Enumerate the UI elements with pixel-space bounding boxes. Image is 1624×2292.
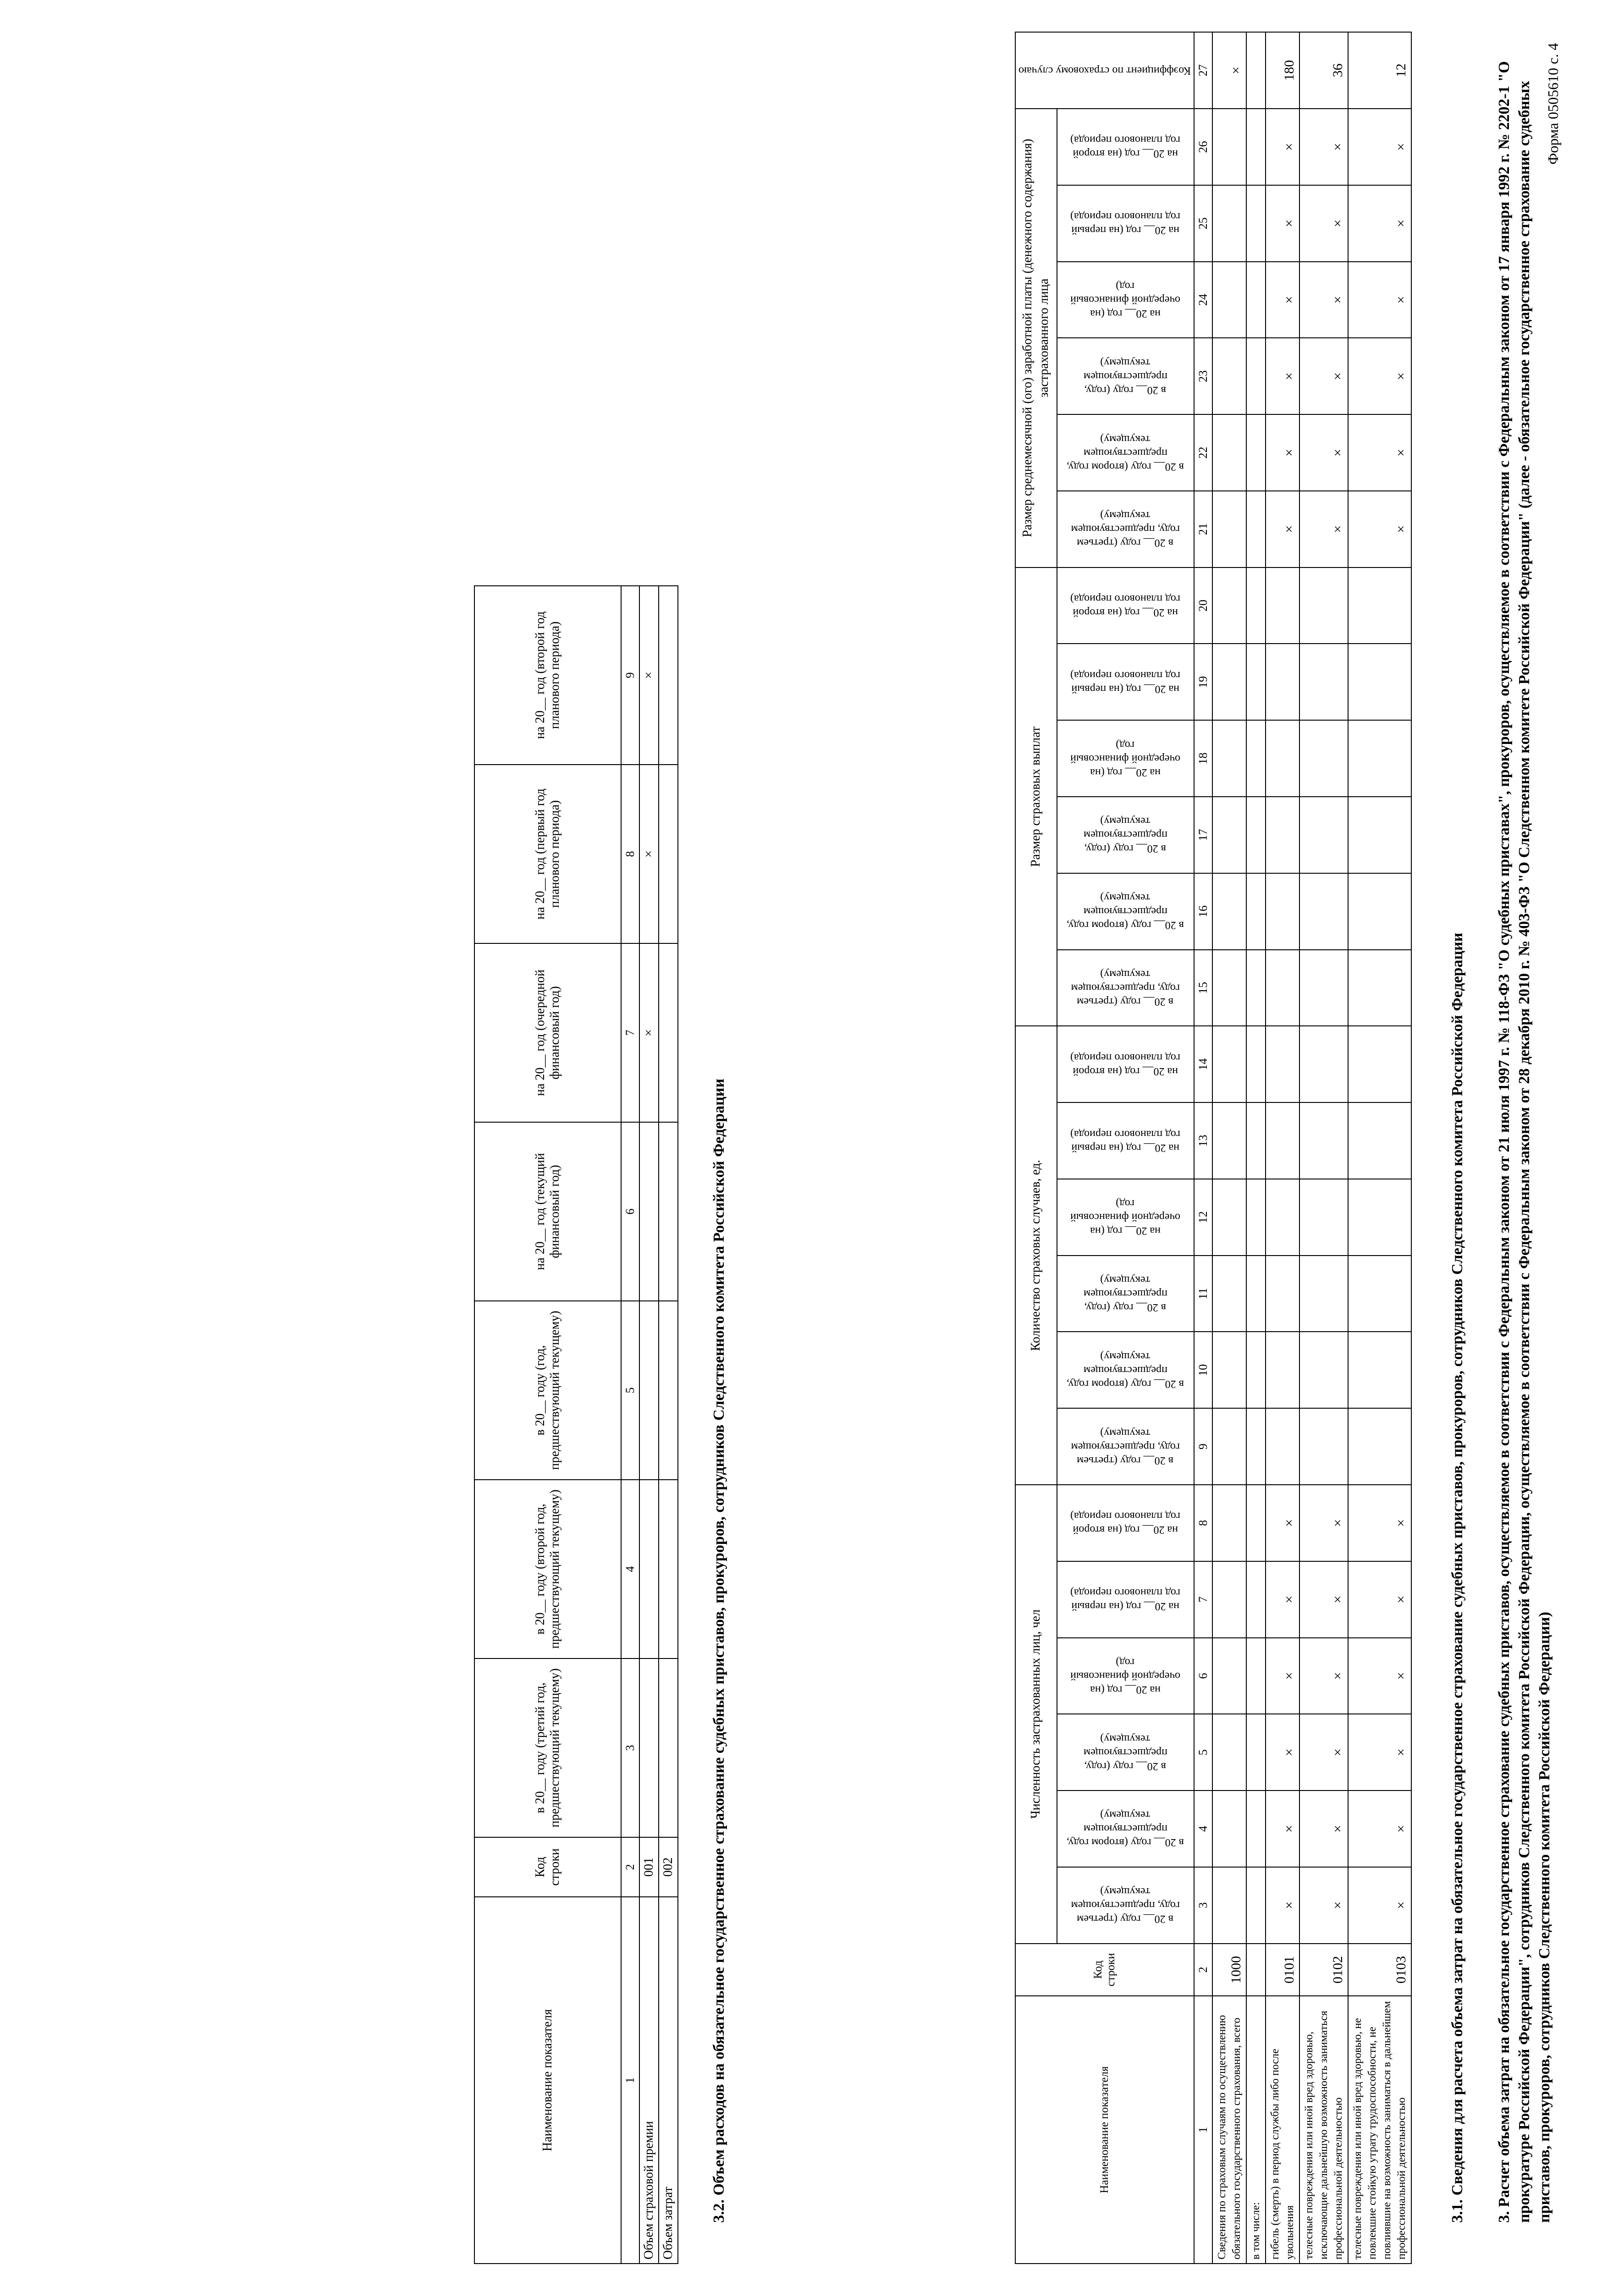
table1-period-header-text: в 20__ году (третьем году, предшествующем текущему) xyxy=(1071,509,1180,549)
table1-period-header-text: на 20__ год (на очередной финансовый год) xyxy=(1070,1197,1181,1237)
table1-row-code: 1000 xyxy=(1212,1944,1246,1996)
table1-period-header xyxy=(1057,950,1194,1026)
table1-cell[interactable] xyxy=(1266,873,1299,950)
table1-cell[interactable] xyxy=(1299,873,1348,950)
table1-cell[interactable] xyxy=(1348,1256,1411,1332)
table1-cell[interactable] xyxy=(1348,950,1411,1026)
table1-column-number: 20 xyxy=(1194,567,1212,644)
table1-period-header xyxy=(1057,1026,1194,1102)
table1-code-header: Код строки xyxy=(1015,1944,1194,1996)
table1-cell[interactable] xyxy=(1212,1561,1246,1638)
table1-cell[interactable] xyxy=(1212,797,1246,873)
table1-period-header xyxy=(1057,797,1194,873)
table2-column-header: на 20__ год (второй год планового периода) xyxy=(474,586,621,765)
table1-cell[interactable] xyxy=(1212,1714,1246,1791)
table2-cell[interactable] xyxy=(659,586,678,765)
table1-period-header-row xyxy=(1057,32,1194,2264)
table1-cell[interactable] xyxy=(1246,185,1266,262)
table1-cell[interactable]: × xyxy=(1348,414,1411,491)
table1-cell[interactable] xyxy=(1348,1408,1411,1485)
table1-cell[interactable]: × xyxy=(1299,1638,1348,1714)
table1-column-number: 1 xyxy=(1194,1996,1212,2264)
table1-cell[interactable] xyxy=(1212,1867,1246,1944)
table1-cell[interactable] xyxy=(1246,1408,1266,1485)
table1-column-number: 12 xyxy=(1194,1179,1212,1256)
table1-cell[interactable]: × xyxy=(1348,1638,1411,1714)
table1-column-number: 8 xyxy=(1194,1485,1212,1561)
table1-cell[interactable] xyxy=(1348,1026,1411,1102)
table2-row-name: Объем страховой премии xyxy=(639,1897,659,2264)
table-row xyxy=(1246,32,1266,2264)
table1-cell[interactable] xyxy=(1212,1791,1246,1867)
table1-period-header-text: на 20__ год (на первый год планового периода) xyxy=(1070,210,1181,237)
table1-cell[interactable]: × xyxy=(1266,1638,1299,1714)
table1-cell[interactable] xyxy=(1266,567,1299,644)
table1-column-number: 22 xyxy=(1194,414,1212,491)
table1-cell[interactable] xyxy=(1212,1179,1246,1256)
table1-period-header-text: в 20__ году (третьем году, предшествующем текущему) xyxy=(1071,1427,1180,1466)
table1-group-payments: Размер страховых выплат xyxy=(1015,567,1057,1026)
table1-column-numbers-row xyxy=(1194,32,1212,2264)
table1-cell[interactable] xyxy=(1212,1408,1246,1485)
table1-cell[interactable] xyxy=(1299,720,1348,797)
table1-period-header xyxy=(1057,262,1194,338)
table1-cell[interactable]: 12 xyxy=(1348,32,1411,109)
table2-cell[interactable] xyxy=(639,1658,659,1837)
table1-cell[interactable] xyxy=(1348,567,1411,644)
table1-cell[interactable] xyxy=(1348,1332,1411,1408)
table1-period-header xyxy=(1057,185,1194,262)
table2-code-header: Код строки xyxy=(474,1837,621,1897)
table1-row-code: 0103 xyxy=(1348,1944,1411,1996)
table1-cell[interactable] xyxy=(1348,1179,1411,1256)
table1-cell[interactable]: × xyxy=(1299,109,1348,185)
table1-period-header xyxy=(1057,1791,1194,1867)
table1-period-header-text: на 20__ год (на второй год планового периода) xyxy=(1070,1510,1181,1536)
table1-period-header-text: на 20__ год (на первый год планового периода) xyxy=(1070,669,1181,695)
table2-cell[interactable]: × xyxy=(639,765,659,943)
table1-period-header-text: в 20__ году (году, предшествующем текущему) xyxy=(1083,1274,1167,1314)
table1-column-number: 9 xyxy=(1194,1408,1212,1485)
table1-cell[interactable]: × xyxy=(1348,1791,1411,1867)
table1-cell[interactable]: × xyxy=(1299,1867,1348,1944)
table1-row-name: в том числе: xyxy=(1246,1996,1266,2264)
table2-column-header: на 20__ год (первый год планового периода) xyxy=(474,765,621,943)
table1-cell[interactable] xyxy=(1246,32,1266,109)
table1-column-number: 3 xyxy=(1194,1867,1212,1944)
table2-cell[interactable] xyxy=(659,1480,678,1658)
table1-period-header-text: в 20__ году (году, предшествующем текущему) xyxy=(1083,815,1167,855)
table1-cell[interactable] xyxy=(1266,1179,1299,1256)
table1-period-header xyxy=(1057,1408,1194,1485)
table1-cell[interactable] xyxy=(1246,1026,1266,1102)
table1-cell[interactable]: × xyxy=(1299,414,1348,491)
section-3-2-title: 3.2. Объем расходов на обязательное государственное страхование судебных приставов, прокуроров, сотрудников Следственного комитета Российской Федерации xyxy=(710,1079,727,2223)
table1-cell[interactable] xyxy=(1212,567,1246,644)
table1-column-number: 26 xyxy=(1194,109,1212,185)
table1-period-header xyxy=(1057,338,1194,414)
table1-period-header-text: в 20__ году (третьем году, предшествующем текущему) xyxy=(1071,968,1180,1008)
table1-cell[interactable] xyxy=(1246,873,1266,950)
table1-column-number: 13 xyxy=(1194,1102,1212,1179)
table1-period-header xyxy=(1057,1102,1194,1179)
table1-cell[interactable] xyxy=(1348,797,1411,873)
table1-cell[interactable] xyxy=(1246,1714,1266,1791)
table-row xyxy=(639,586,659,2264)
table1-column-number: 15 xyxy=(1194,950,1212,1026)
table1-period-header xyxy=(1057,414,1194,491)
table2-column-header: на 20__ год (очередной финансовый год) xyxy=(474,943,621,1122)
table1-cell[interactable]: × xyxy=(1299,262,1348,338)
table1-period-header xyxy=(1057,644,1194,720)
table1-column-number: 19 xyxy=(1194,644,1212,720)
table1-cell[interactable] xyxy=(1348,873,1411,950)
table1-cell[interactable] xyxy=(1212,873,1246,950)
table1-cell[interactable] xyxy=(1212,109,1246,185)
table2-column-header: на 20__ год (текущий финансовый год) xyxy=(474,1122,621,1301)
table1-column-number: 23 xyxy=(1194,338,1212,414)
table1-coef-header xyxy=(1015,32,1194,109)
table1-cell[interactable]: × xyxy=(1212,32,1246,109)
table1-period-header xyxy=(1057,1332,1194,1408)
table2-column-number: 3 xyxy=(621,1658,639,1837)
table2-body xyxy=(639,586,678,2264)
table1-body xyxy=(1212,32,1411,2264)
table1-period-header-text: на 20__ год (на второй год планового периода) xyxy=(1070,134,1181,160)
table1-cell[interactable] xyxy=(1212,720,1246,797)
table1-cell[interactable] xyxy=(1212,1638,1246,1714)
table-row xyxy=(1212,32,1246,2264)
table2-cell[interactable] xyxy=(659,1658,678,1837)
table1-cell[interactable] xyxy=(1299,1102,1348,1179)
table1-column-number: 6 xyxy=(1194,1638,1212,1714)
table1-cell[interactable] xyxy=(1246,414,1266,491)
table2-column-number: 9 xyxy=(621,586,639,765)
table-row xyxy=(1266,32,1299,2264)
table1-cell[interactable] xyxy=(1299,950,1348,1026)
table1-period-header-text: в 20__ году (втором году, предшествующем текущему) xyxy=(1067,1809,1184,1849)
table1-cell[interactable] xyxy=(1299,1026,1348,1102)
table1-column-number: 14 xyxy=(1194,1026,1212,1102)
table1-cell[interactable]: × xyxy=(1348,262,1411,338)
form-label: Форма 0505610 с. 4 xyxy=(1545,43,1561,165)
table2-cell[interactable] xyxy=(639,1301,659,1480)
table1-cell[interactable]: × xyxy=(1299,1791,1348,1867)
table1-period-header-text: в 20__ году (втором году, предшествующем текущему) xyxy=(1067,1350,1184,1390)
table1-period-header xyxy=(1057,1638,1194,1714)
table2-cell[interactable] xyxy=(659,943,678,1122)
table2-header-row xyxy=(474,586,621,2264)
table1-row-code: 0101 xyxy=(1266,1944,1299,1996)
table1-row-name: телесные повреждения или иной вред здоровью, исключающие дальнейшую возможность заниматься профессиональной деятельностью xyxy=(1299,1996,1348,2264)
table1-cell[interactable] xyxy=(1246,1791,1266,1867)
table1-group-header-row xyxy=(1015,32,1057,2264)
table2-column-header: в 20__ году (второй год, предшествующий текущему) xyxy=(474,1480,621,1658)
table2-column-number: 7 xyxy=(621,943,639,1122)
table1-period-header-text: в 20__ году (году, предшествующем текущему) xyxy=(1083,356,1167,396)
table1-cell[interactable] xyxy=(1299,797,1348,873)
table1-cell[interactable] xyxy=(1212,950,1246,1026)
table1-cell[interactable] xyxy=(1266,1256,1299,1332)
table1-period-header xyxy=(1057,1867,1194,1944)
table1-period-header-text: на 20__ год (на первый год планового периода) xyxy=(1070,1587,1181,1613)
table1-column-number: 4 xyxy=(1194,1791,1212,1867)
table1-column-number: 17 xyxy=(1194,797,1212,873)
table1-period-header-text: в 20__ году (году, предшествующем текущему) xyxy=(1083,1732,1167,1772)
table1-cell[interactable]: × xyxy=(1266,1867,1299,1944)
table1-cell[interactable] xyxy=(1299,1179,1348,1256)
table1-cell[interactable]: × xyxy=(1348,491,1411,567)
table1-row-code xyxy=(1246,1944,1266,1996)
table2-row-name: Объем затрат xyxy=(659,1897,678,2264)
table1-cell[interactable]: × xyxy=(1348,185,1411,262)
table1-cell[interactable] xyxy=(1246,1561,1266,1638)
table1-cell[interactable] xyxy=(1212,1256,1246,1332)
table1-cell[interactable] xyxy=(1212,491,1246,567)
table1-period-header xyxy=(1057,1179,1194,1256)
table1-cell[interactable] xyxy=(1266,644,1299,720)
table1-row-name: Сведения по страховым случаям по осуществлению обязательного государственного страхования, всего xyxy=(1212,1996,1246,2264)
table1-cell[interactable]: × xyxy=(1266,262,1299,338)
table1-period-header-text: в 20__ году (втором году, предшествующем текущему) xyxy=(1067,433,1184,473)
table1-cell[interactable] xyxy=(1266,720,1299,797)
table1-column-number: 27 xyxy=(1194,32,1212,109)
table1-cell[interactable] xyxy=(1212,338,1246,414)
table-row xyxy=(1348,32,1411,2264)
table1-cell[interactable]: × xyxy=(1299,185,1348,262)
table1-cell[interactable]: × xyxy=(1266,1714,1299,1791)
table1-cell[interactable] xyxy=(1299,567,1348,644)
table1-cell[interactable]: × xyxy=(1348,1867,1411,1944)
table1-cell[interactable] xyxy=(1246,262,1266,338)
table1-group-salary: Размер среднемесячной (ого) заработной платы (денежного содержания) застрахованного лица xyxy=(1015,109,1057,567)
table2-column-number: 1 xyxy=(621,1897,639,2264)
table1-column-number: 25 xyxy=(1194,185,1212,262)
table-3-1 xyxy=(1015,32,1412,2264)
table1-cell[interactable]: × xyxy=(1348,1561,1411,1638)
table1-cell[interactable]: × xyxy=(1348,1485,1411,1561)
table1-period-header-text: в 20__ году (втором году, предшествующем текущему) xyxy=(1067,892,1184,931)
table1-period-header xyxy=(1057,873,1194,950)
table1-group-insured: Численность застрахованных лиц, чел xyxy=(1015,1485,1057,1944)
table2-column-header: в 20__ году (год, предшествующий текущему) xyxy=(474,1301,621,1480)
table1-cell[interactable]: × xyxy=(1299,1714,1348,1791)
table2-column-number: 8 xyxy=(621,765,639,943)
table1-period-header-text: на 20__ год (на очередной финансовый год) xyxy=(1070,738,1181,778)
table1-cell[interactable] xyxy=(1299,644,1348,720)
table1-period-header xyxy=(1057,1714,1194,1791)
table1-column-number: 10 xyxy=(1194,1332,1212,1408)
table1-cell[interactable]: × xyxy=(1299,491,1348,567)
table1-cell[interactable] xyxy=(1246,1332,1266,1408)
table1-cell[interactable]: × xyxy=(1348,338,1411,414)
table2-row-code: 001 xyxy=(639,1837,659,1897)
table1-cell[interactable]: × xyxy=(1266,338,1299,414)
table2-name-header: Наименование показателя xyxy=(474,1897,621,2264)
table1-column-number: 5 xyxy=(1194,1714,1212,1791)
table1-cell[interactable] xyxy=(1212,1026,1246,1102)
table1-period-header xyxy=(1057,567,1194,644)
section-3-title: 3. Расчет объема затрат на обязательное государственное страхование судебных приставов, осуществляемое в соответствии с Федеральным законом от 21 июля 1997 г. № 118-ФЗ "О судебных приставах", прокуроров, осуществляемое в соответствии с Федеральным законом от 17 января 1992 г. № 2202-1 "О прокуратуре Российской Федерации", сотрудников Следственного комитета Российской Федерации, осуществляемое в соответствии с Федеральным законом от 28 декабря 2010 г. № 403-ФЗ "О Следственном комитете Российской Федерации" (далее - обязательное государственное страхование судебных приставов, прокуроров, сотрудников Следственного комитета Российской Федерации) xyxy=(1496,61,1553,2223)
table2-column-number: 2 xyxy=(621,1837,639,1897)
table1-cell[interactable] xyxy=(1246,1867,1266,1944)
table1-cell[interactable] xyxy=(1246,1179,1266,1256)
table1-period-header xyxy=(1057,720,1194,797)
table1-period-header-text: на 20__ год (на первый год планового периода) xyxy=(1070,1128,1181,1154)
table-3-2 xyxy=(474,585,678,2264)
table1-cell[interactable] xyxy=(1246,797,1266,873)
table1-cell[interactable]: × xyxy=(1348,1714,1411,1791)
table1-cell[interactable] xyxy=(1266,1408,1299,1485)
table1-cell[interactable]: × xyxy=(1266,491,1299,567)
table-row xyxy=(659,586,678,2264)
table1-cell[interactable] xyxy=(1212,262,1246,338)
table1-cell[interactable]: × xyxy=(1299,1561,1348,1638)
table1-column-number: 2 xyxy=(1194,1944,1212,1996)
table1-period-header-text: на 20__ год (на очередной финансовый год) xyxy=(1070,280,1181,320)
table1-cell[interactable] xyxy=(1212,644,1246,720)
table1-cell[interactable] xyxy=(1212,1332,1246,1408)
table1-period-header xyxy=(1057,1561,1194,1638)
table1-name-header: Наименование показателя xyxy=(1015,1996,1194,2264)
table1-cell[interactable]: × xyxy=(1299,1485,1348,1561)
table1-cell[interactable] xyxy=(1348,1102,1411,1179)
table1-cell[interactable]: × xyxy=(1266,109,1299,185)
table1-cell[interactable] xyxy=(1266,1102,1299,1179)
table1-cell[interactable] xyxy=(1246,1102,1266,1179)
section-3-1-title: 3.1. Сведения для расчета объема затрат на обязательное государственное страхование судебных приставов, прокуроров, сотрудников Следственного комитета Российской Федерации xyxy=(1449,932,1466,2223)
table1-cell[interactable] xyxy=(1246,109,1266,185)
table2-column-numbers-row xyxy=(621,586,639,2264)
table1-period-header-text: на 20__ год (на второй год планового периода) xyxy=(1070,1051,1181,1077)
table1-period-header xyxy=(1057,1485,1194,1561)
table1-period-header xyxy=(1057,1256,1194,1332)
table1-cell[interactable] xyxy=(1299,1256,1348,1332)
table2-cell[interactable]: × xyxy=(639,943,659,1122)
table1-period-header-text: на 20__ год (на второй год планового периода) xyxy=(1070,593,1181,619)
table2-column-number: 6 xyxy=(621,1122,639,1301)
table1-cell[interactable]: × xyxy=(1299,338,1348,414)
table2-cell[interactable] xyxy=(659,1301,678,1480)
table2-cell[interactable] xyxy=(659,1122,678,1301)
table2-column-header: в 20__ году (третий год, предшествующий текущему) xyxy=(474,1658,621,1837)
table2-cell[interactable]: × xyxy=(639,586,659,765)
table1-cell[interactable] xyxy=(1212,185,1246,262)
table1-cell[interactable]: × xyxy=(1266,414,1299,491)
table1-cell[interactable] xyxy=(1246,1485,1266,1561)
table1-cell[interactable] xyxy=(1246,1638,1266,1714)
table1-cell[interactable] xyxy=(1212,1485,1246,1561)
table1-cell[interactable]: 36 xyxy=(1299,32,1348,109)
table1-cell[interactable] xyxy=(1246,338,1266,414)
table2-column-number: 5 xyxy=(621,1301,639,1480)
table1-period-header-text: в 20__ году (третьем году, предшествующем текущему) xyxy=(1071,1885,1180,1925)
table1-cell[interactable] xyxy=(1299,1332,1348,1408)
table1-cell[interactable] xyxy=(1266,1332,1299,1408)
table1-cell[interactable] xyxy=(1212,1102,1246,1179)
table1-cell[interactable]: × xyxy=(1266,185,1299,262)
table1-coef-header-text: Коэффициент по страховому случаю xyxy=(1018,64,1191,77)
table1-row-name: телесные повреждения или иной вред здоровью, не повлекшие стойкую утрату трудоспособности, не повлиявшие на возможность заниматься в дальнейшем профессиональной деятельностью xyxy=(1348,1996,1411,2264)
table1-row-code: 0102 xyxy=(1299,1944,1348,1996)
table1-column-number: 18 xyxy=(1194,720,1212,797)
table1-cell[interactable] xyxy=(1246,1256,1266,1332)
table1-column-number: 16 xyxy=(1194,873,1212,950)
table1-cell[interactable]: × xyxy=(1266,1561,1299,1638)
table1-period-header xyxy=(1057,491,1194,567)
table2-row-code: 002 xyxy=(659,1837,678,1897)
table1-period-header-text: на 20__ год (на очередной финансовый год) xyxy=(1070,1656,1181,1696)
table1-cell[interactable] xyxy=(1299,1408,1348,1485)
table1-cell[interactable] xyxy=(1246,950,1266,1026)
table1-cell[interactable] xyxy=(1266,950,1299,1026)
table1-cell[interactable] xyxy=(1246,567,1266,644)
table2-column-number: 4 xyxy=(621,1480,639,1658)
table1-cell[interactable] xyxy=(1348,644,1411,720)
table1-cell[interactable] xyxy=(1266,1026,1299,1102)
table1-cell[interactable]: × xyxy=(1348,109,1411,185)
table1-cell[interactable]: 180 xyxy=(1266,32,1299,109)
table-row xyxy=(1299,32,1348,2264)
table1-cell[interactable] xyxy=(1246,491,1266,567)
table1-period-header xyxy=(1057,109,1194,185)
table1-column-number: 11 xyxy=(1194,1256,1212,1332)
table1-cell[interactable] xyxy=(1246,644,1266,720)
table1-column-number: 21 xyxy=(1194,491,1212,567)
table1-group-cases: Количество страховых случаев, ед. xyxy=(1015,1026,1057,1485)
table1-column-number: 24 xyxy=(1194,262,1212,338)
table2-cell[interactable] xyxy=(639,1122,659,1301)
table1-cell[interactable] xyxy=(1266,797,1299,873)
table1-cell[interactable] xyxy=(1348,720,1411,797)
table1-cell[interactable]: × xyxy=(1266,1485,1299,1561)
table2-cell[interactable] xyxy=(639,1480,659,1658)
table2-cell[interactable] xyxy=(659,765,678,943)
table1-cell[interactable] xyxy=(1212,414,1246,491)
table1-column-number: 7 xyxy=(1194,1561,1212,1638)
table1-cell[interactable] xyxy=(1246,720,1266,797)
table1-cell[interactable]: × xyxy=(1266,1791,1299,1867)
table1-row-name: гибель (смерть) в период службы либо после увольнения xyxy=(1266,1996,1299,2264)
